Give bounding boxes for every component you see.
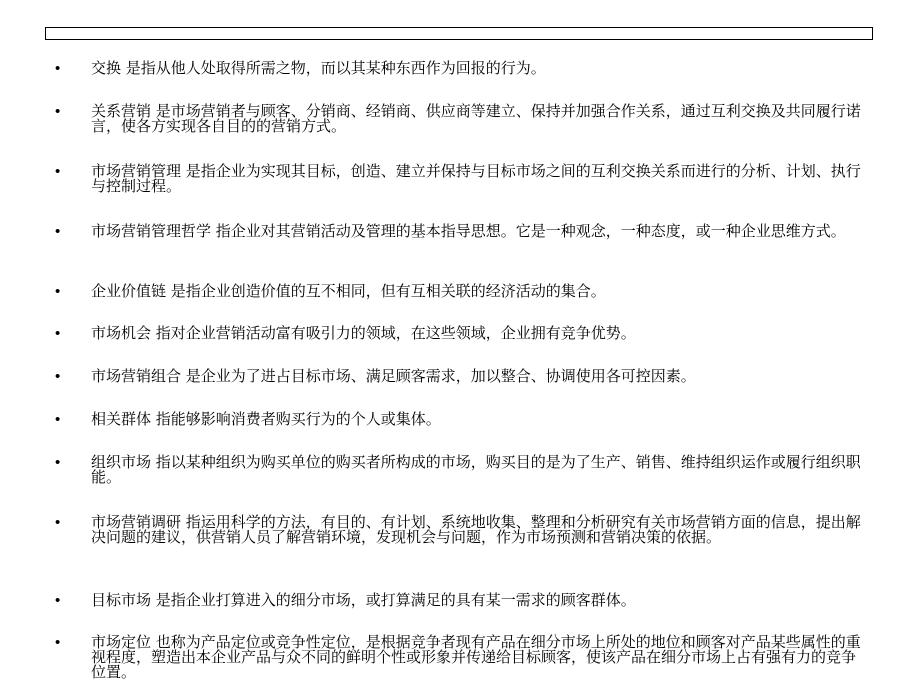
bullet-icon: • (55, 325, 61, 342)
bullet-icon: • (55, 514, 61, 531)
bullet-icon: • (55, 634, 61, 651)
definition-text: 市场营销调研 指运用科学的方法，有目的、有计划、系统地收集、整理和分析研究有关市场营销方面的信息，提出解决问题的建议，供营销人员了解营销环境，发现机会与问题，作为市场预测和营销决策的依据。 (91, 513, 861, 546)
definition-text: 交换 是指从他人处取得所需之物，而以其某种东西作为回报的行为。 (91, 59, 546, 77)
bullet-icon: • (55, 283, 61, 300)
bullet-icon: • (55, 103, 61, 120)
bullet-icon: • (55, 454, 61, 471)
bullet-icon: • (55, 60, 61, 77)
bullet-icon: • (55, 223, 61, 240)
definition-text: 市场机会 指对企业营销活动富有吸引力的领域，在这些领域，企业拥有竞争优势。 (91, 324, 636, 342)
definition-text: 市场营销管理 是指企业为实现其目标，创造、建立并保持与目标市场之间的互利交换关系而进行的分析、计划、执行与控制过程。 (91, 162, 861, 195)
bullet-icon: • (55, 592, 61, 609)
definition-text: 企业价值链 是指企业创造价值的互不相同，但有互相关联的经济活动的集合。 (91, 282, 606, 300)
bullet-icon: • (55, 368, 61, 385)
definition-text: 目标市场 是指企业打算进入的细分市场，或打算满足的具有某一需求的顾客群体。 (91, 591, 636, 609)
bullet-icon: • (55, 163, 61, 180)
definition-text: 关系营销 是市场营销者与顾客、分销商、经销商、供应商等建立、保持并加强合作关系，通过互利交换及共同履行诺言，使各方实现各自目的的营销方式。 (91, 102, 861, 135)
definition-text: 市场定位 也称为产品定位或竞争性定位，是根据竞争者现有产品在细分市场上所处的地位和顾客对产品某些属性的重视程度，塑造出本企业产品与众不同的鲜明个性或形象并传递给目标顾客，使该产品在细分市场上占有强有力的竞争位置。 (91, 633, 861, 681)
definition-text: 相关群体 指能够影响消费者购买行为的个人或集体。 (91, 410, 441, 428)
bullet-icon: • (55, 411, 61, 428)
definition-text: 市场营销组合 是企业为了进占目标市场、满足顾客需求，加以整合、协调使用各可控因素。 (91, 367, 696, 385)
definition-text: 市场营销管理哲学 指企业对其营销活动及管理的基本指导思想。它是一种观念，一种态度，或一种企业思维方式。 (91, 222, 846, 240)
definition-text: 组织市场 指以某种组织为购买单位的购买者所构成的市场，购买目的是为了生产、销售、维持组织运作或履行组织职能。 (91, 453, 861, 486)
title-box (45, 27, 873, 40)
